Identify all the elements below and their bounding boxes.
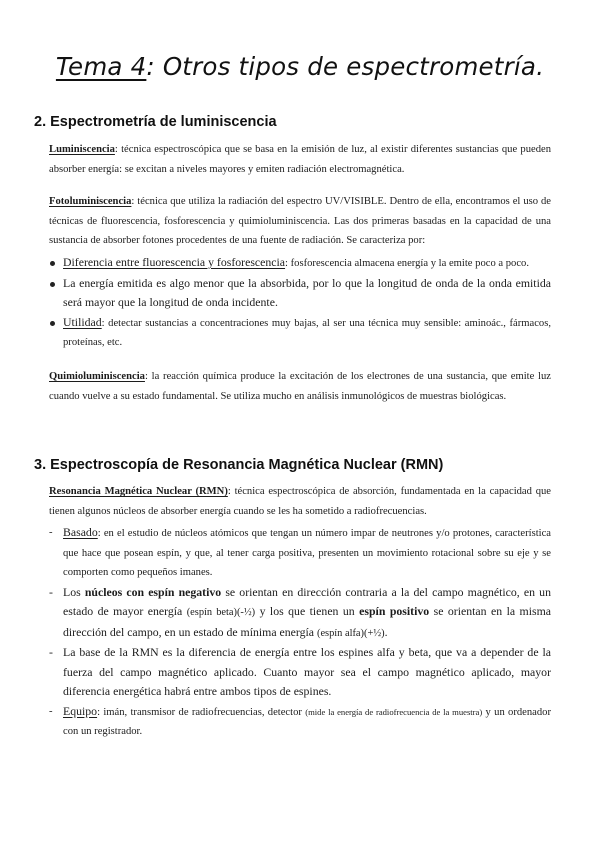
rmn-dash-list xyxy=(49,523,551,742)
fotoluminiscencia-paragraph xyxy=(49,192,551,251)
item-equipo-text-b: y un ordenador con un registrador. xyxy=(63,706,551,737)
item-nucleos-text-c: y los que tienen un xyxy=(255,604,360,618)
fotoluminiscencia-term: Fotoluminiscencia xyxy=(49,196,132,207)
bullet-utilidad-label: Utilidad xyxy=(63,314,102,329)
luminiscencia-paragraph xyxy=(49,140,551,179)
luminiscencia-text: : técnica espectroscópica que se basa en la emisión de luz, al existir diferentes sustancias que pueden absorber energía: se excitan a niveles mayores y emiten radiación electromagnética. xyxy=(49,144,551,175)
bullet-diferencia-label: Diferencia entre fluorescencia y fosforescencia xyxy=(63,255,286,269)
bullet-utilidad-text: : detectar sustancias a concentraciones muy bajas, al ser una técnica muy sensible: aminoác., fármacos, proteínas, etc. xyxy=(63,317,551,348)
item-base-rmn: - La base de la RMN es la diferencia de energía entre los espines alfa y beta, que va a depender de la fuerza del campo magnético aplicado. Cuanto mayor sea el campo magnético aplicado, mayor diferencia energética habrá entre ambos tipos de espines. xyxy=(49,643,551,702)
bullet-energia: La energía emitida es algo menor que la absorbida, por lo que la longitud de onda de la onda emitida será mayor que la longitud de onda incidente. xyxy=(49,274,551,313)
item-equipo-text-a: : imán, transmisor de radiofrecuencias, detector xyxy=(97,706,306,718)
title-topic: Tema 4 xyxy=(55,52,147,81)
item-basado-text: : en el estudio de núcleos atómicos que tengan un número impar de neutrones y/o protones, característica que hace que posean espín, y que, al tener carga positiva, presenten un movimiento rotacional sobre su eje y se comporten como pequeños imanes. xyxy=(63,528,551,578)
section-3-heading: 3. Espectroscopía de Resonancia Magnética Nuclear (RMN) xyxy=(34,457,444,473)
item-nucleos-spin-alfa: (espín alfa)(+½) xyxy=(316,627,385,639)
item-basado-label: Basado xyxy=(63,525,98,539)
item-equipo-label: Equipo xyxy=(63,703,98,718)
bullet-diferencia-text: : fosforescencia almacena energía y la emite poco a poco. xyxy=(285,258,529,269)
quimioluminiscencia-term: Quimioluminiscencia xyxy=(49,371,145,382)
item-nucleos-text-a: Los xyxy=(63,584,85,599)
bullet-utilidad xyxy=(49,313,551,353)
quimioluminiscencia-paragraph xyxy=(49,367,551,406)
item-basado xyxy=(49,523,551,583)
quimioluminiscencia-text: : la reacción química produce la excitación de los electrones de una sustancia, que emite luz cuando vuelve a su estado fundamental. Se utiliza mucho en análisis inmunológicos de muestras biológicas. xyxy=(49,371,551,402)
title-text: : Otros tipos de espectrometría. xyxy=(146,52,545,81)
item-nucleos-text-b: se orientan en dirección contraria a la del campo magnético, en un estado de mayor energía xyxy=(63,584,551,618)
rmn-paragraph xyxy=(49,482,551,521)
item-nucleos-text-e: . xyxy=(384,624,388,639)
item-equipo-detector-note: (mide la energía de radiofrecuencia de la muestra) xyxy=(305,706,483,717)
rmn-text: : técnica espectroscópica de absorción, fundamentada en la capacidad que tienen algunos núcleos de absorber energía cuando se les ha sometido a radiofrecuencias. xyxy=(49,486,552,517)
item-nucleos-bold-negativo: núcleos con espín negativo xyxy=(84,584,222,599)
item-nucleos xyxy=(49,583,551,644)
item-equipo xyxy=(49,702,551,742)
fotoluminiscencia-bullets xyxy=(49,253,551,353)
fotoluminiscencia-text: : técnica que utiliza la radiación del espectro UV/VISIBLE. Dentro de ella, encontramos el uso de técnicas de fluorescencia, fosforescencia y quimioluminiscencia. Las dos primeras basadas en la capacidad de una sustancia de absorber fotones procedentes de una fuente de radiación. Se caracteriza por: xyxy=(49,196,551,246)
page-title xyxy=(0,52,600,81)
bullet-diferencia xyxy=(49,253,551,274)
luminiscencia-term: Luminiscencia xyxy=(49,144,115,155)
item-nucleos-spin-beta: (espín beta)(-½) xyxy=(186,607,256,618)
item-nucleos-bold-positivo: espín positivo xyxy=(359,604,430,618)
rmn-term: Resonancia Magnética Nuclear (RMN) xyxy=(49,486,228,497)
section-2-heading: 2. Espectrometría de luminiscencia xyxy=(34,114,277,130)
item-nucleos-text-d: se orientan en la misma dirección del campo, en un estado de mínima energía xyxy=(63,604,551,639)
